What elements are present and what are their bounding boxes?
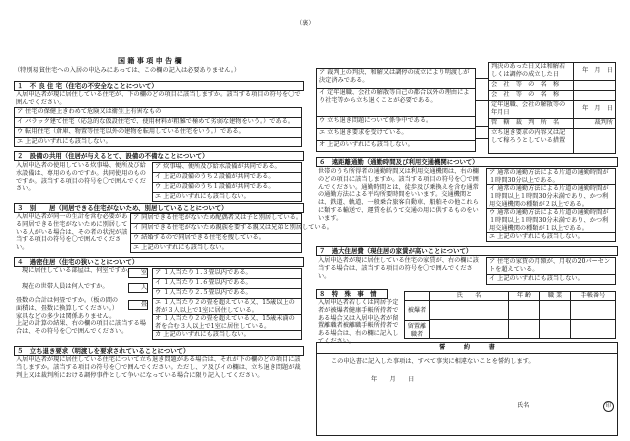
detail-label: 管 轄 裁 判 所 名 xyxy=(489,119,574,128)
sec6-title-box xyxy=(316,157,618,167)
sec2-options xyxy=(152,162,302,202)
detail-row xyxy=(489,129,615,153)
sec1-options xyxy=(14,107,302,147)
handbook-number-field[interactable] xyxy=(571,301,615,319)
occupation-field[interactable] xyxy=(540,301,571,319)
sec4-option-c[interactable]: ウ １人当たり２.５畳以内である。 xyxy=(153,289,301,299)
sec3-desc: 入居申込者が同一の生計を営む必要がある同居できる住宅がないために別居している人がいる場合は、その者の状況が該当する項目の符号を〇で囲んでください。 xyxy=(16,213,128,251)
seal-icon xyxy=(603,401,614,412)
sec8-desc: 入居申込者若しくは同居予定者が被爆者健康手帳所持者である場合又は入居申込者が留置離職者被離職手帳所持者である場合は、右の欄に記入してください。 xyxy=(318,299,399,345)
company-name-field-2[interactable] xyxy=(574,91,615,100)
sec2-option-d[interactable]: エ 上記のいずれにも該当しない。 xyxy=(155,193,250,200)
sec4-title-box xyxy=(14,257,304,267)
sec5-details-table xyxy=(488,62,616,154)
oath-text: この申込書に記入した事項は、すべて事実に相違ないことを誓約します。 xyxy=(331,358,535,365)
header-spacer xyxy=(405,292,429,301)
sec5-title-box xyxy=(14,346,304,356)
sec1-desc: 入居申込者が現に居住している住宅が、下の欄のどの項目に該当しますか。該当する項目の符号を〇で囲んでください。 xyxy=(16,91,301,106)
table-row xyxy=(430,301,615,320)
row-label: 留置離職者 xyxy=(407,322,427,338)
name-field[interactable] xyxy=(430,320,509,338)
sec4-title: ４ 過密住居（住宅の狭いことについて） xyxy=(17,258,139,266)
divider xyxy=(317,353,617,354)
age-field[interactable] xyxy=(509,320,540,338)
sec1-title-box xyxy=(14,81,304,91)
sec6-option-b[interactable]: イ 通常の通勤方法による片道の通勤時間が１時間以上１時間30分未満であり、かつ利用交通機関の種類が２以上である。 xyxy=(487,185,615,209)
header-handbook-number: 手帳番号 xyxy=(580,292,606,299)
table-row xyxy=(430,320,615,338)
form-title: 国 籍 事 項 申 告 欄 xyxy=(118,56,182,65)
sec2-title: ２ 設備の共用（住居が与えるとて、設備の不備なことについて） xyxy=(17,152,209,160)
company-name-field[interactable] xyxy=(574,81,615,90)
detail-label: 判決のあった日又は和解若しくは調停の成立した日 xyxy=(489,63,574,80)
sec4-options xyxy=(152,268,302,340)
sec4-calc-desc: 畳数の合計は何畳ですか。（板の間の面積は、畳数に換算してください。）家具などの多少は関係ありません。 xyxy=(16,297,119,320)
sec1-option-b[interactable]: イ バラック建て住宅（応急的な仮設住宅で、使用材料が粗雑で極めて劣弱な建物をいう。）である。 xyxy=(15,118,301,128)
sec4-option-d[interactable]: エ １人当たり２の畳を超えている又、15歳以上の者が３人以上で1室に居住している。 xyxy=(153,299,301,315)
sec2-title-box xyxy=(14,151,304,161)
header-occupation: 職 業 xyxy=(540,292,571,300)
sec5-option-e[interactable]: オ 上記のいずれにも該当しない。 xyxy=(319,141,414,148)
court-name-field[interactable]: 裁判所 xyxy=(594,119,613,126)
sec8-title-box xyxy=(316,289,388,299)
detail-row xyxy=(489,101,615,119)
connector-line xyxy=(476,126,488,127)
sec7-options xyxy=(486,257,616,285)
table-header xyxy=(430,292,615,301)
sec6-options xyxy=(486,168,616,242)
sec1-title: １ 不 良 住 宅（住宅の不安全なことについて） xyxy=(17,82,158,90)
detail-row xyxy=(489,119,615,129)
people-unit: 人 xyxy=(140,284,147,291)
tatami-total-field[interactable] xyxy=(128,300,148,310)
detail-row xyxy=(489,63,615,81)
sec5-title: ５ 立ち退き要求（明渡しを要求されていることについて） xyxy=(17,347,190,355)
people-count-field[interactable] xyxy=(128,283,148,293)
sec4-option-b[interactable]: イ １人当たり１.６畳以内である。 xyxy=(153,279,301,289)
eviction-details-field[interactable] xyxy=(574,129,615,153)
special-circumstances-table xyxy=(404,291,616,339)
oath-title: 誓 約 書 xyxy=(439,344,495,351)
sec4-option-f[interactable]: カ 上記のいずれにも該当しない。 xyxy=(155,331,250,338)
sec6-title: ６ 遠距離通勤（通勤時間及び利用交通機関について） xyxy=(319,158,479,166)
sec3-option-a[interactable]: ア 同居できる住宅がないため配偶者又は子と別居している。 xyxy=(131,214,301,224)
sec6-option-d[interactable]: エ 上記のいずれにも該当しない。 xyxy=(489,233,584,240)
detail-label: 立ち退き要求の内容又は記して稼ろうとしている措置 xyxy=(489,129,574,153)
sec2-option-a[interactable]: ア 炊事場、便所及び給水設備が共同である。 xyxy=(153,163,301,173)
connector-line xyxy=(476,100,488,101)
sec3-option-d[interactable]: エ 上記のいずれにも該当しない。 xyxy=(133,244,228,251)
sec4-room-question: 現に居住している部屋は、何室ですか。 xyxy=(22,267,134,274)
sec7-title: ７ 過大住居費（現住居の家賃が高いことについて） xyxy=(319,247,473,255)
sec6-option-c[interactable]: ウ 通常の通勤方法による片道の通勤時間が１時間以上１時間30分未満であり、かつ利用交通機関の種類が１以上である。 xyxy=(487,209,615,233)
sec5-option-b[interactable]: イ 定年退職、会社の解散等自己の都合以外の理由により社宅等から立ち退くことが必要である。 xyxy=(317,89,475,117)
sec7-desc: 入居申込者が現に居住している住宅の家賃が、右の欄に該当する場合は、該当する項目の符号を〇で囲んでください。 xyxy=(318,257,479,280)
table-body xyxy=(430,292,615,338)
sec1-option-c[interactable]: ウ 転用住宅（倉庫、物置等住宅以外の建物を転用している住宅をいう。）である。 xyxy=(15,128,301,138)
detail-row xyxy=(489,91,615,101)
sec7-option-a[interactable]: ア 住宅の家賃の月額が、月収の20パーセントを超えている。 xyxy=(487,258,615,275)
handbook-number-field[interactable] xyxy=(571,320,615,338)
sec4-note: 上記の計算の結果、右の欄の項目に該当する場合は、その符号を〇で囲んでください。 xyxy=(16,320,146,335)
header-name: 氏 名 xyxy=(430,292,509,300)
sec5-options xyxy=(316,68,476,152)
sec4-people-question: 現在の世帯人員は何人ですか。 xyxy=(22,283,109,290)
oath-box xyxy=(316,342,618,436)
sec8-title: ８ 特 殊 事 情 xyxy=(319,290,377,298)
sec6-desc: 世帯のうち所得者の通勤時間又は利用交通機関は、右の欄のどの項目に該当しますか。該当する項目の符号を〇で囲んでください。通勤時間とは、徒歩及び乗換えを含む通常の通勤方法による平均所要時間をいいます。交通機関とは、鉄道、軌道、一般乗合旅客自動車、船舶その他これらに類する輸送で、運賃を払うて交通の用に供するものをいいます。 xyxy=(318,168,479,222)
tatami-unit: 畳 xyxy=(140,301,147,308)
seal-mark: 印 xyxy=(603,401,614,412)
sec2-option-b[interactable]: イ 上記の設備のうち２設備が共同である。 xyxy=(153,173,301,183)
connector-line xyxy=(476,138,488,139)
sec7-option-b[interactable]: イ 上記のいずれにも該当しない。 xyxy=(489,275,584,282)
sec4-option-e[interactable]: オ １人当たり２の畳を超えている又、15歳未満の者を合む３人以上で1室に居住している。 xyxy=(153,315,301,331)
sec3-options xyxy=(130,213,333,253)
sec3-title: ３ 別 居（同居できる住宅がないため、別居していることについて） xyxy=(17,204,228,212)
retirement-date-field[interactable]: 年 月 日 xyxy=(582,105,613,112)
sec2-option-c[interactable]: ウ 上記の設備のうち１設備が共同である。 xyxy=(153,183,301,193)
sec3-title-box xyxy=(14,203,304,213)
detail-label: 会 社 等 の 名 称 xyxy=(489,81,574,90)
sec5-desc: 入居申込者が現に居住している住宅について立ち退き問題がある場合は、それが下の欄のどの項目に該当しますか。該当する項目の符号を〇で囲んでください。ただし、ア及びイの欄は、立ち退き問題が裁判上又は裁判所における調停事件として争いになっている場合に限り記入してください。 xyxy=(16,356,301,379)
sec3-option-b[interactable]: イ 同居できる住宅がないため親族を要する親又は兄弟と別居している。 xyxy=(131,224,301,234)
age-field[interactable] xyxy=(509,301,540,319)
detail-row xyxy=(489,81,615,91)
row-label-column xyxy=(405,292,430,338)
detail-label: 会 社 等 の 名 称 xyxy=(489,91,574,100)
room-count-field[interactable] xyxy=(128,268,148,278)
room-unit: 室 xyxy=(140,269,147,276)
judgment-date-field[interactable]: 年 月 日 xyxy=(582,67,613,74)
sec2-desc: 入居申込者の使用している炊事場、便所及び給水設備は、専用のものですか。共同使用のものですか。該当する項目の符号を〇で囲んでください。 xyxy=(16,162,146,193)
occupation-field[interactable] xyxy=(540,320,571,338)
connector-line xyxy=(476,78,488,79)
oath-name-label: 氏名 xyxy=(517,402,530,409)
sec5-option-c[interactable]: ウ 立ち退き問題について係争中である。 xyxy=(317,117,475,129)
sec5-option-a[interactable]: ア 裁判上の判決、和解又は調停の成立により明渡しが決定済みである。 xyxy=(317,69,475,89)
row-label: 被爆者 xyxy=(405,301,429,321)
page-marker: （裏） xyxy=(296,20,315,27)
sec3-option-c[interactable]: ウ 結婚するので同居できる住宅を捜している。 xyxy=(131,234,301,244)
name-field[interactable] xyxy=(430,301,509,319)
detail-label: 定年退職、会社の解散等の年月日 xyxy=(489,101,574,118)
sec7-title-box xyxy=(316,246,618,256)
sec6-option-a[interactable]: ア 通常の通勤方法による片道の通勤時間が１時間30分以上である。 xyxy=(487,169,615,185)
oath-name-field[interactable] xyxy=(535,402,601,410)
form-subtitle: （特別易貧住宅への入居の申込みにあっては、この欄の記入は必要ありません。） xyxy=(14,67,241,74)
sec4-option-a[interactable]: ア １人当たり１.３畳以内である。 xyxy=(153,269,301,279)
sec5-option-d[interactable]: エ 立ち退き要求を受けている。 xyxy=(317,129,475,141)
header-age: 年 齢 xyxy=(509,292,540,300)
sec1-option-d[interactable]: エ 上記のいずれにも該当しない。 xyxy=(17,138,112,145)
oath-date[interactable]: 年 月 日 xyxy=(371,376,415,383)
sec1-option-a[interactable]: ア 住宅の保健上きわめて危険又は衛生上有害なもの xyxy=(15,108,301,118)
